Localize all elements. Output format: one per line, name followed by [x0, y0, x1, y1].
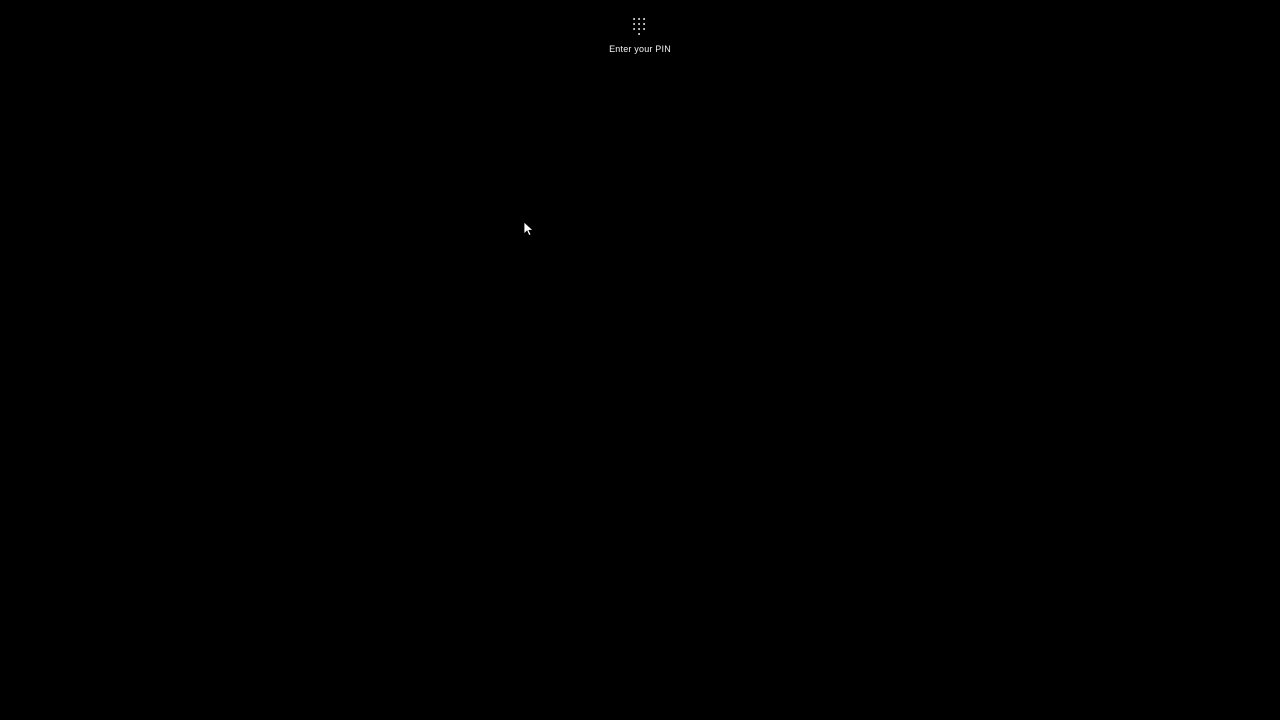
- pin-entry-prompt[interactable]: [609, 18, 671, 55]
- keypad-dots-icon: [633, 18, 646, 36]
- mouse-pointer-cursor: [523, 221, 535, 239]
- pin-prompt-label: Enter your PIN: [609, 44, 671, 54]
